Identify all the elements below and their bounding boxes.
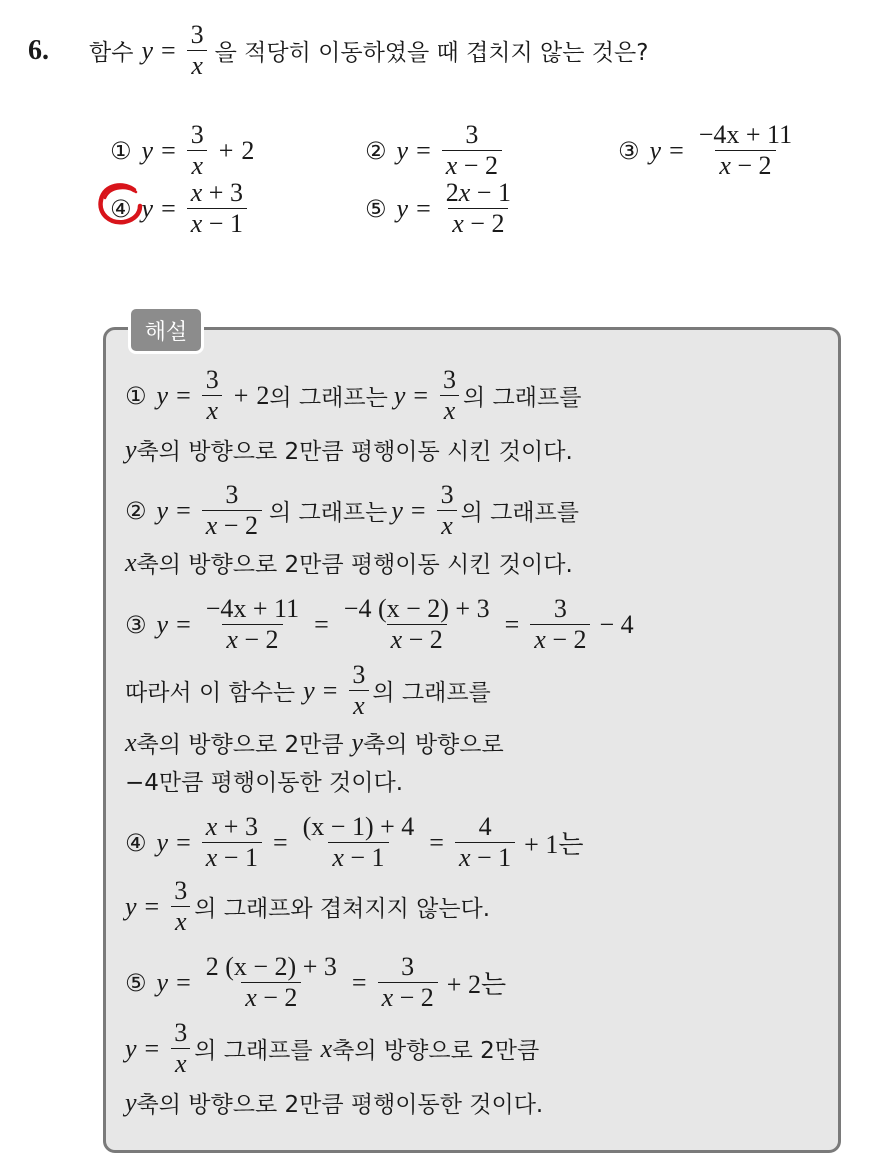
solution-5-line-2: y = $\frac{3}{x}$ 의 그래프를 x 축의 방향으로 2만큼: [125, 1018, 540, 1078]
solution-2-line-2: x 축의 방향으로 2만큼 평행이동 시킨 것이다.: [125, 547, 573, 578]
choice-1-label: ①: [110, 136, 132, 165]
choice-5[interactable]: ⑤ y = $\frac{2x - 1}{x - 2}$: [365, 178, 511, 238]
solution-1-line-2: y 축의 방향으로 2만큼 평행이동 시킨 것이다.: [125, 434, 573, 465]
choice-1[interactable]: ① y = $\frac{3}{x}$ + 2: [110, 120, 255, 180]
answer-circle-mark: [96, 180, 146, 228]
solution-4-label: ④: [125, 828, 147, 857]
solution-4-line-2: y = $\frac{3}{x}$ 의 그래프와 겹쳐지지 않는다.: [125, 876, 491, 936]
solution-3-label: ③: [125, 610, 147, 639]
question-text-before: 함수: [89, 40, 134, 66]
choice-4[interactable]: ④ y = $\frac{x + 3}{x - 1}$: [110, 178, 250, 239]
question-text-after: 을 적당히 이동하였을 때 겹치지 않는 것은?: [214, 40, 649, 66]
solution-3-line-1: ③ y = $\frac{-4x + 11}{x - 2}$ = $\frac{-4 (x - 2) + 3}{x - 2}$ = $\frac{3}{x - 2}$ − 4: [125, 594, 634, 654]
solution-1-line-1: ① y = $\frac{3}{x}$ + 2 의 그래프는 y = $\frac{3}{x}$ 의 그래프를: [125, 365, 582, 425]
question-line: 6. 함수 y = $\frac{3}{x}$ 을 적당히 이동하였을 때 겹치지 않는 것은?: [28, 20, 649, 80]
solution-3-line-4: −4만큼 평행이동한 것이다.: [125, 770, 404, 796]
choice-2[interactable]: ② y = $\frac{3}{x - 2}$: [365, 120, 505, 181]
choice-4-label: ④: [110, 194, 132, 223]
solution-3-line-2: 따라서 이 함수는 y = $\frac{3}{x}$ 의 그래프를: [125, 660, 491, 720]
solution-2-line-1: ② y = $\frac{3}{x - 2}$ 의 그래프는 y = $\frac{3}{x}$ 의 그래프를: [125, 480, 579, 540]
choice-2-label: ②: [365, 136, 387, 165]
question-fraction: $\frac{3}{x}$: [187, 20, 208, 81]
solution-1-label: ①: [125, 381, 147, 410]
solution-3-line-3: x 축의 방향으로 2만큼 y 축의 방향으로: [125, 727, 504, 758]
solution-tab: 해설: [128, 306, 204, 354]
solution-4-line-1: ④ y = $\frac{x + 3}{x - 1}$ = $\frac{(x - 1) + 4}{x - 1}$ = $\frac{4}{x - 1}$ + 1는: [125, 812, 584, 872]
solution-5-line-3: y 축의 방향으로 2만큼 평행이동한 것이다.: [125, 1087, 544, 1118]
solution-2-label: ②: [125, 496, 147, 525]
solution-5-line-1: ⑤ y = $\frac{2 (x - 2) + 3}{x - 2}$ = $\frac{3}{x - 2}$ + 2는: [125, 952, 507, 1012]
choice-5-label: ⑤: [365, 194, 387, 223]
solution-5-label: ⑤: [125, 968, 147, 997]
choice-3[interactable]: ③ y = $\frac{-4x + 11}{x - 2}$: [618, 120, 799, 181]
question-number: 6.: [28, 34, 49, 66]
choice-3-label: ③: [618, 136, 640, 165]
choice-3-numerator: −4x + 11: [698, 120, 793, 149]
